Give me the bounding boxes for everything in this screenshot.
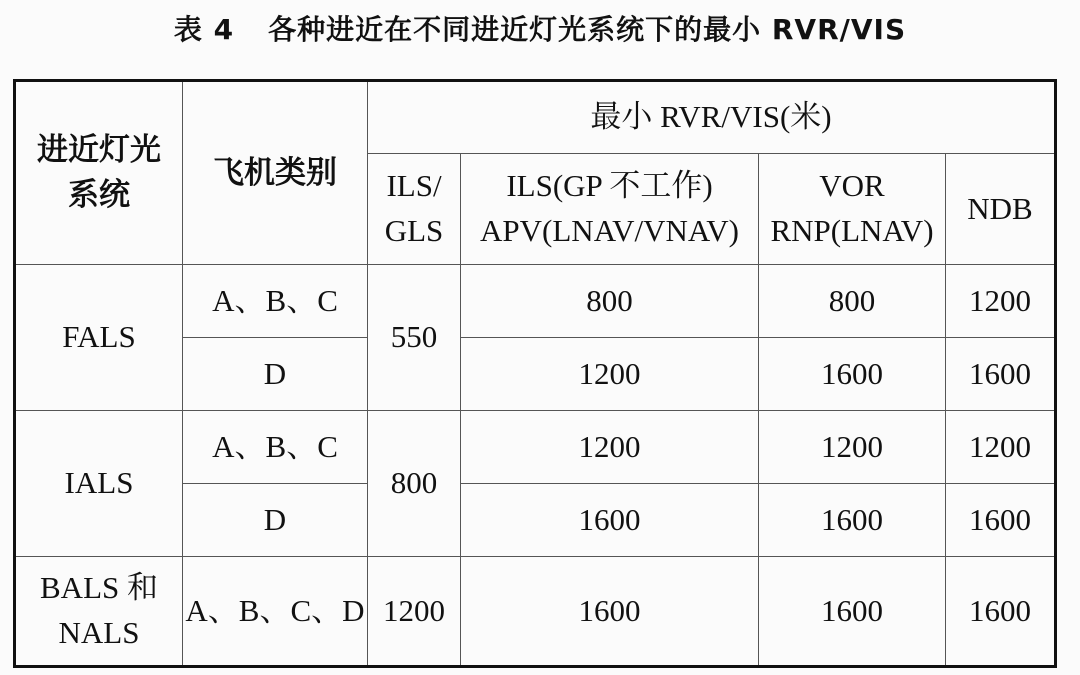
header-ndb: NDB: [946, 154, 1056, 265]
table-row: [15, 265, 1056, 338]
header-ils-gp-line-2: APV(LNAV/VNAV): [480, 213, 739, 248]
header-min-rvr-vis: 最小 RVR/VIS(米): [368, 81, 1056, 154]
category-cell: D: [183, 338, 368, 411]
header-vor-line-2: RNP(LNAV): [770, 213, 934, 248]
header-ils-line-1: ILS/: [386, 168, 442, 204]
header-lighting-line-1: 进近灯光: [37, 132, 161, 169]
ndb-cell: 1600: [946, 557, 1056, 667]
lighting-cell: [15, 557, 183, 667]
header-lighting-system: [15, 81, 183, 265]
ils-gp-cell: 800: [461, 265, 759, 338]
vor-cell: 1600: [759, 484, 946, 557]
lighting-cell: FALS: [15, 265, 183, 411]
header-lighting-line-2: 系统: [68, 177, 130, 213]
min-rvr-vis-table: [13, 79, 1057, 668]
vor-cell: 1600: [759, 338, 946, 411]
category-cell: D: [183, 484, 368, 557]
ils-cell: 800: [368, 411, 461, 557]
table-title: [0, 8, 1080, 48]
lighting-cell: IALS: [15, 411, 183, 557]
vor-cell: 1600: [759, 557, 946, 667]
ils-gp-cell: 1200: [461, 338, 759, 411]
lighting-line-1: BALS 和: [40, 570, 158, 606]
header-vor-rnp: [759, 154, 946, 265]
category-cell: A、B、C: [183, 411, 368, 484]
category-cell: A、B、C、D: [183, 557, 368, 667]
header-ils-gp-apv: [461, 154, 759, 265]
table-row: [15, 411, 1056, 484]
header-ils-gp-line-1: ILS(GP 不工作): [506, 168, 713, 204]
ndb-cell: 1200: [946, 411, 1056, 484]
table-number: 表 4: [173, 13, 235, 46]
ils-gp-cell: 1600: [461, 557, 759, 667]
vor-cell: 1200: [759, 411, 946, 484]
header-ils-line-2: GLS: [384, 213, 444, 248]
vor-cell: 800: [759, 265, 946, 338]
ils-cell: 550: [368, 265, 461, 411]
ndb-cell: 1600: [946, 338, 1056, 411]
table-title-text: 各种进近在不同进近灯光系统下的最小 RVR/VIS: [268, 13, 907, 46]
lighting-line-2: NALS: [58, 615, 140, 650]
header-vor-line-1: VOR: [819, 168, 885, 204]
header-row-1: [15, 81, 1056, 154]
ndb-cell: 1600: [946, 484, 1056, 557]
ils-gp-cell: 1600: [461, 484, 759, 557]
ndb-cell: 1200: [946, 265, 1056, 338]
ils-cell: 1200: [368, 557, 461, 667]
header-aircraft-category: 飞机类别: [183, 81, 368, 265]
header-ils-gls: [368, 154, 461, 265]
ils-gp-cell: 1200: [461, 411, 759, 484]
category-cell: A、B、C: [183, 265, 368, 338]
table-row: [15, 557, 1056, 667]
